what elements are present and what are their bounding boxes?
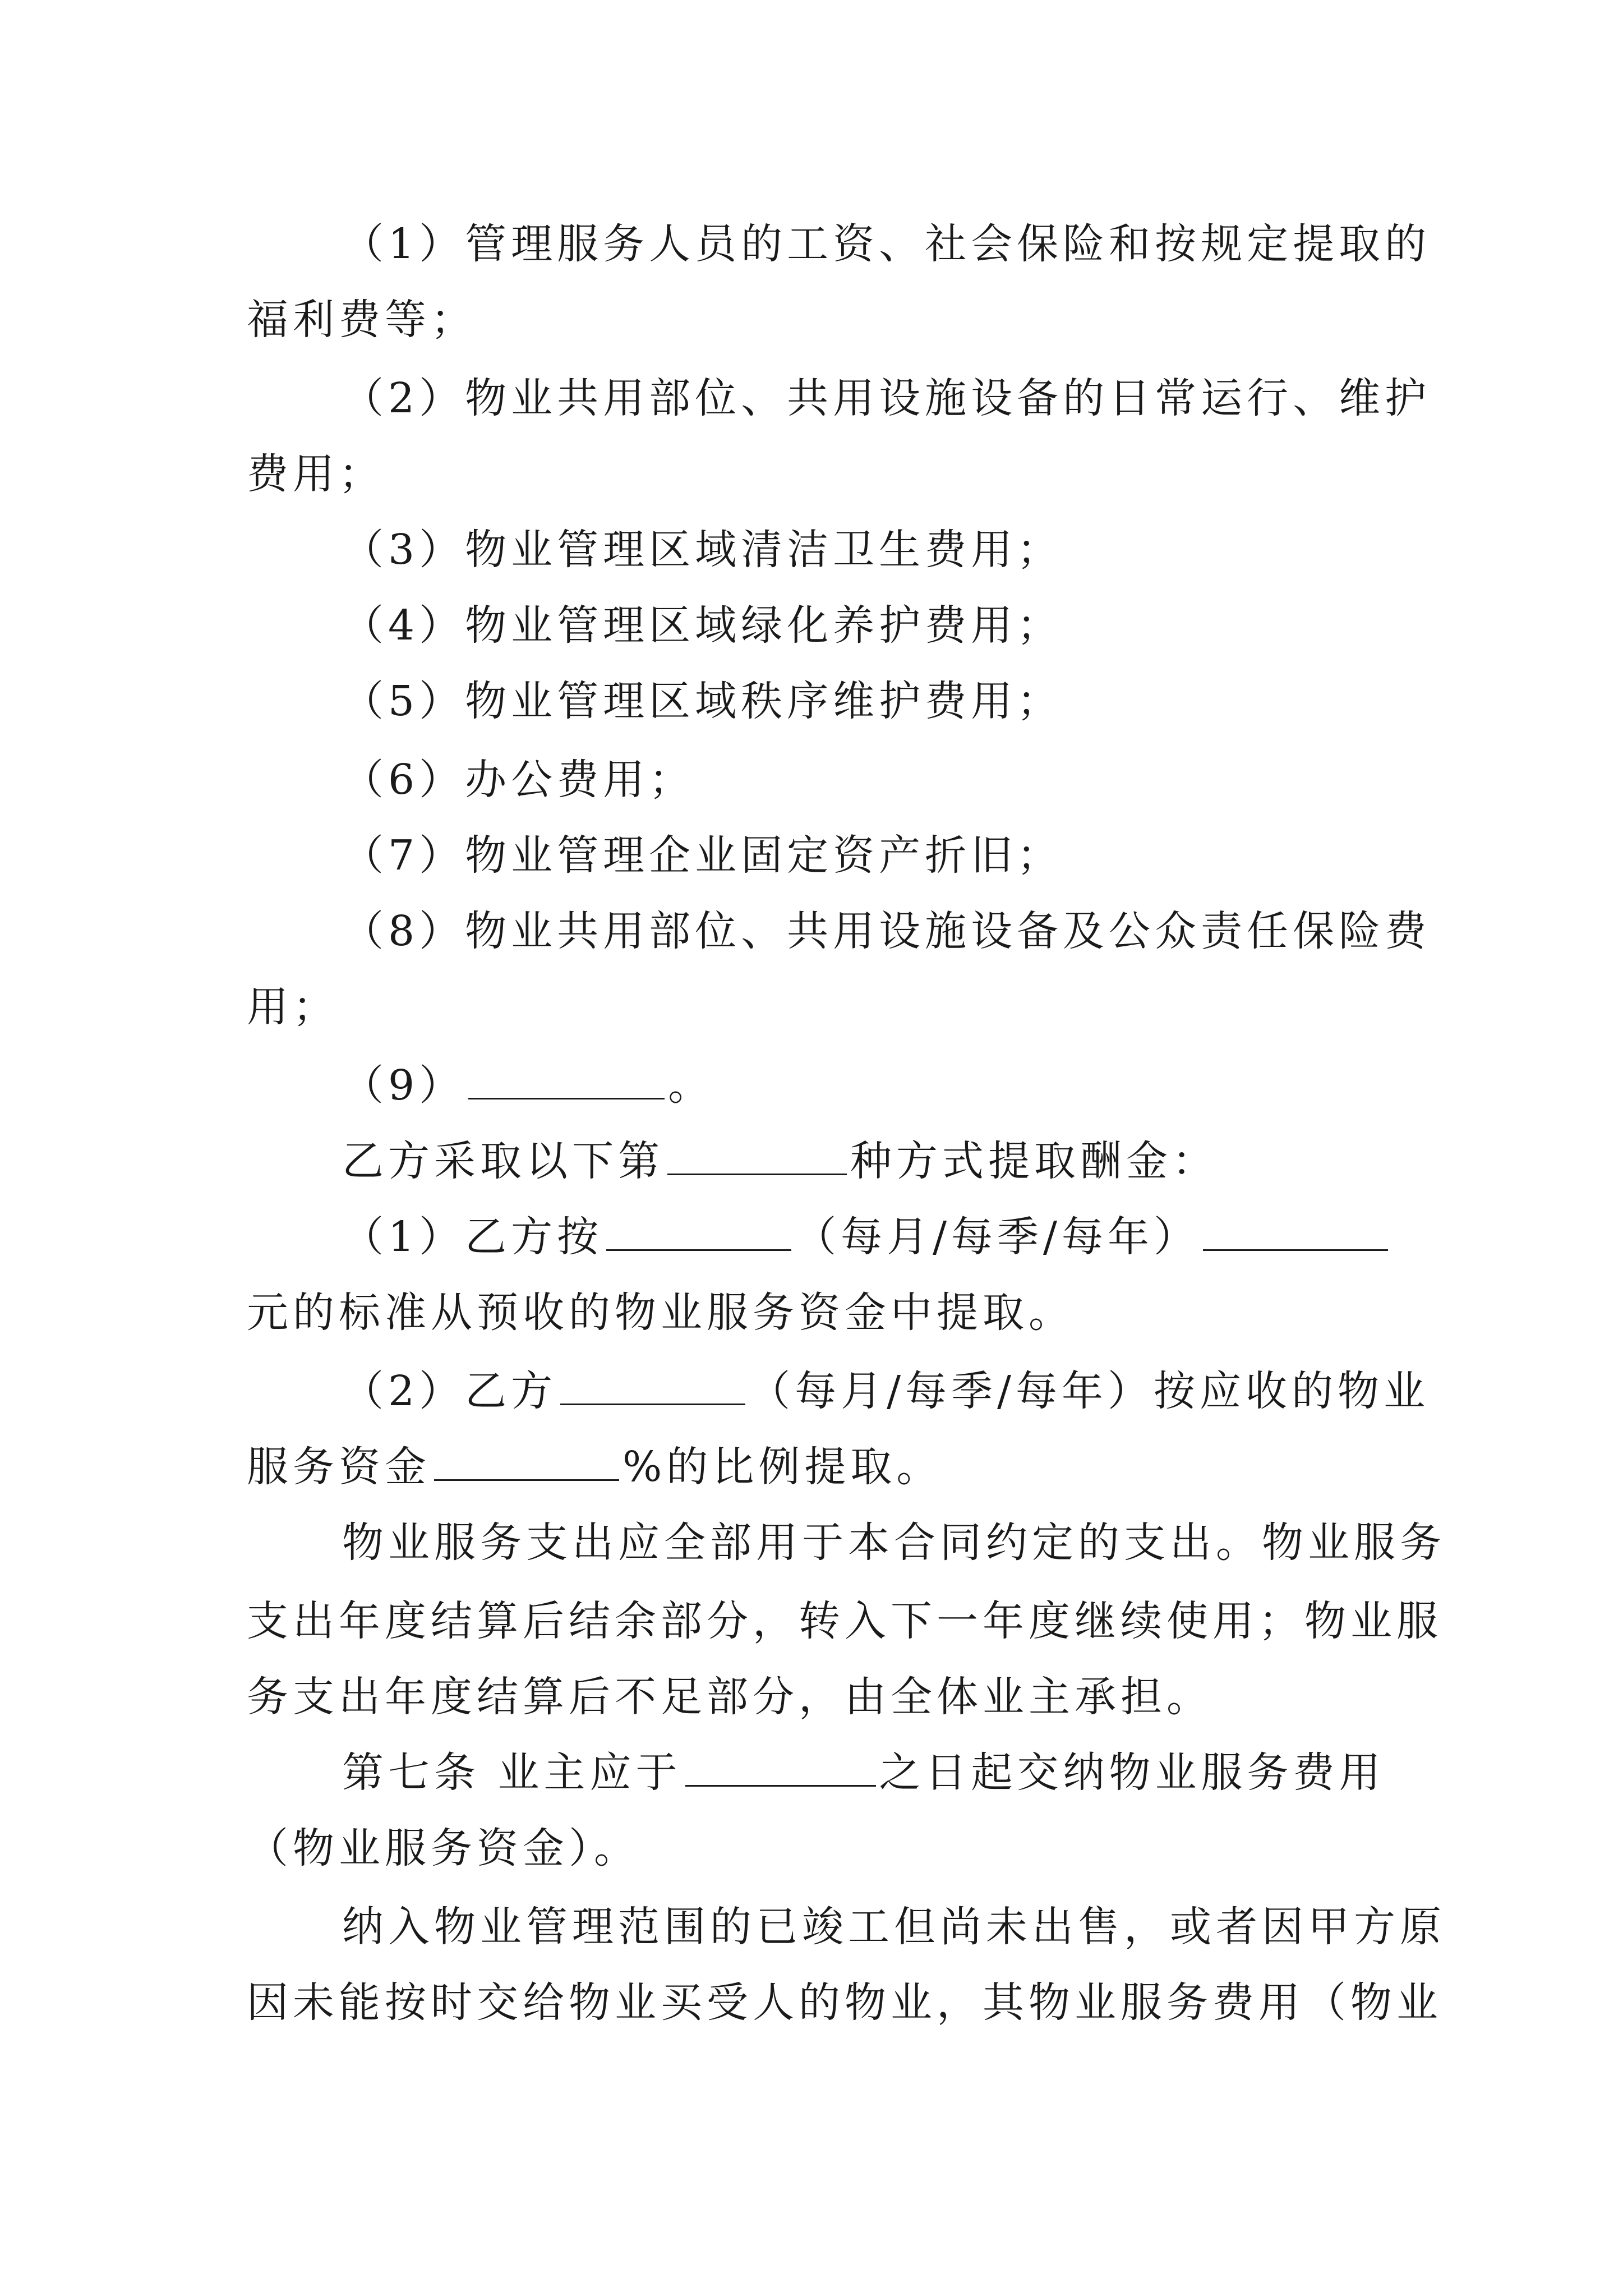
unsold-paragraph-line-2: 因未能按时交给物业买受人的物业，其物业服务费用（物业 — [247, 1978, 1442, 2027]
method-2-line-2-suffix: %的比例提取。 — [623, 1443, 943, 1491]
article-7-line-2: （物业服务资金）。 — [247, 1824, 640, 1872]
method-1-line-1 — [342, 1209, 1374, 1265]
method-2-line-1 — [342, 1363, 1430, 1419]
method-choice-blank[interactable] — [667, 1134, 847, 1175]
item-8-line-1: （8）物业共用部位、共用设施设备及公众责任保险费 — [342, 907, 1431, 955]
method-1-prefix: （1）乙方按 — [342, 1213, 603, 1261]
item-3: （3）物业管理区域清洁卫生费用； — [342, 526, 1063, 574]
item-5: （5）物业管理区域秩序维护费用； — [342, 677, 1063, 725]
method-2-line-2-prefix: 服务资金 — [247, 1443, 431, 1491]
item-9-end: 。 — [668, 1061, 714, 1110]
method-1-period-blank[interactable] — [606, 1210, 791, 1251]
method-1-amount-blank[interactable] — [1203, 1210, 1388, 1251]
item-7: （7）物业管理企业固定资产折旧； — [342, 831, 1063, 880]
item-1-line-2: 福利费等； — [247, 296, 477, 344]
method-2-prefix: （2）乙方 — [342, 1367, 557, 1415]
expense-paragraph-line-2: 支出年度结算后结余部分，转入下一年度继续使用；物业服 — [247, 1597, 1442, 1645]
article-7-suffix: 之日起交纳物业服务费用 — [879, 1749, 1385, 1797]
item-2-line-2: 费用； — [247, 450, 385, 498]
method-2-period-options: （每月/每季/每年）按应收的物业 — [749, 1367, 1430, 1415]
method-2-period-blank[interactable] — [560, 1364, 745, 1405]
item-9-label: （9） — [342, 1061, 465, 1110]
article-7-line-1 — [342, 1745, 1385, 1801]
item-8-line-2: 用； — [247, 983, 339, 1031]
unsold-paragraph-line-1: 纳入物业管理范围的已竣工但尚未出售，或者因甲方原 — [342, 1903, 1446, 1951]
item-2-line-1: （2）物业共用部位、共用设施设备的日常运行、维护 — [342, 374, 1431, 422]
expense-paragraph-line-3: 务支出年度结算后不足部分，由全体业主承担。 — [247, 1673, 1212, 1721]
method-1-line-2: 元的标准从预收的物业服务资金中提取。 — [247, 1289, 1075, 1337]
method-1-period-options: （每月/每季/每年） — [795, 1213, 1200, 1261]
method-choice-suffix: 种方式提取酬金： — [850, 1137, 1218, 1185]
method-2-percent-blank[interactable] — [434, 1440, 619, 1481]
method-2-line-2 — [247, 1439, 1374, 1495]
item-1-line-1: （1）管理服务人员的工资、社会保险和按规定提取的 — [342, 220, 1431, 268]
item-4: （4）物业管理区域绿化养护费用； — [342, 601, 1063, 650]
article-7-date-blank[interactable] — [685, 1746, 876, 1787]
method-choice — [342, 1133, 1374, 1189]
method-choice-prefix: 乙方采取以下第 — [342, 1137, 664, 1185]
expense-paragraph-line-1: 物业服务支出应全部用于本合同约定的支出。物业服务 — [342, 1519, 1446, 1567]
item-9 — [342, 1057, 1374, 1114]
article-7-prefix: 第七条 业主应于 — [342, 1749, 682, 1797]
item-9-blank[interactable] — [468, 1059, 665, 1099]
item-6: （6）办公费用； — [342, 756, 695, 804]
